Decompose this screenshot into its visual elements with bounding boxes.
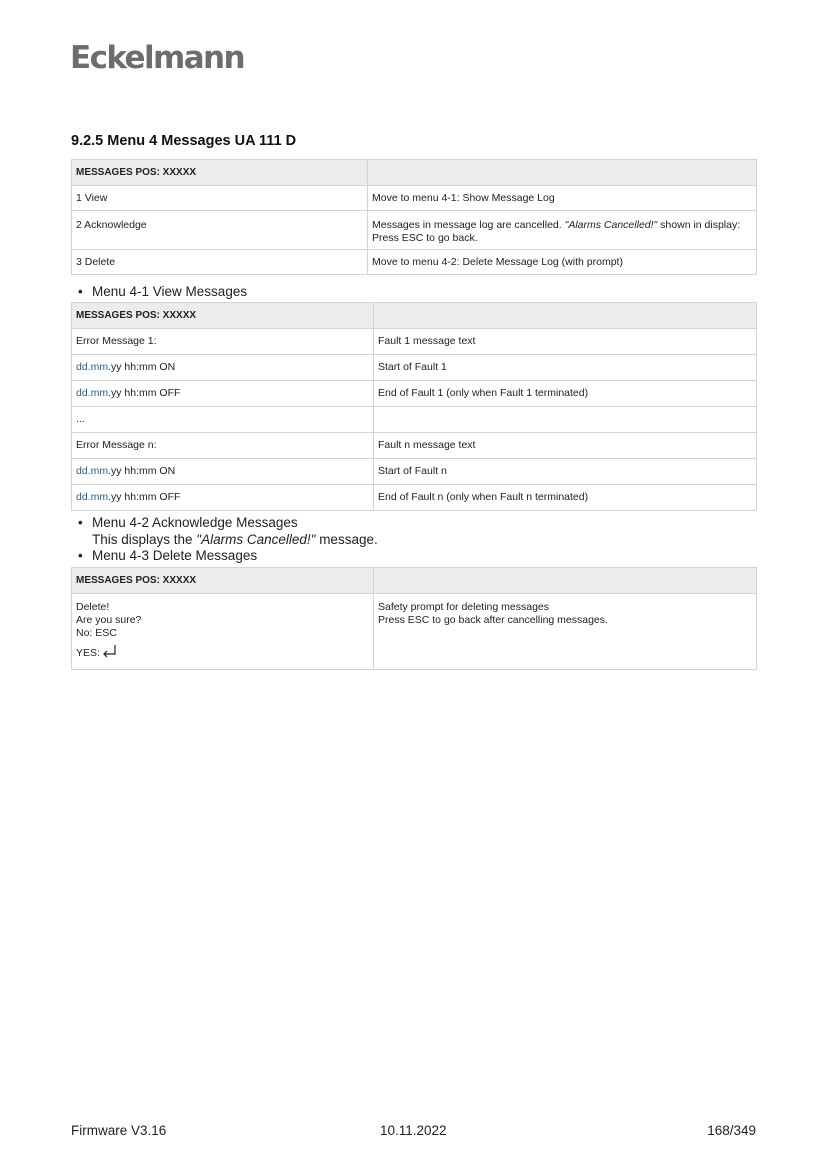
- table-cell: Error Message n:: [72, 433, 374, 459]
- table-cell: [374, 407, 757, 433]
- table-cell: [374, 594, 757, 670]
- description-line: Press ESC to go back after cancelling messages.: [378, 614, 608, 626]
- bullet-text: Menu 4-1 View Messages: [92, 284, 248, 299]
- table-cell: End of Fault n (only when Fault n terminated): [374, 485, 757, 511]
- table-header-cell: [374, 303, 757, 329]
- table-row: [72, 485, 757, 511]
- menu4-table: [71, 159, 757, 275]
- bullet-item: [78, 284, 247, 301]
- bullet-icon: •: [78, 548, 83, 563]
- bullet-text: Menu 4-2 Acknowledge Messages: [92, 515, 298, 530]
- table-cell: [72, 485, 374, 511]
- table-header-cell: MESSAGES POS: XXXXX: [72, 160, 368, 186]
- table-cell: [72, 355, 374, 381]
- table-row: [72, 329, 757, 355]
- footer-page-number: 168/349: [707, 1123, 756, 1138]
- table-cell: Start of Fault 1: [374, 355, 757, 381]
- view-messages-table: [71, 302, 757, 511]
- table-cell: [368, 211, 757, 250]
- table-cell: Move to menu 4-2: Delete Message Log (with prompt): [368, 250, 757, 275]
- table-cell: Fault 1 message text: [374, 329, 757, 355]
- table-row: [72, 381, 757, 407]
- table-row: [72, 211, 757, 250]
- date-placeholder: dd.mm: [76, 361, 109, 373]
- cell-text: .yy hh:mm OFF: [108, 491, 181, 503]
- bullet-subtext: [78, 532, 378, 547]
- table-cell: Move to menu 4-1: Show Message Log: [368, 186, 757, 211]
- table-row: [72, 407, 757, 433]
- cell-text: shown in display: Press ESC to go back.: [372, 219, 741, 244]
- bullet-subtext-emphasis: "Alarms Cancelled!": [196, 531, 316, 547]
- bullet-icon: •: [78, 284, 83, 299]
- table-cell: 2 Acknowledge: [72, 211, 368, 250]
- bullet-icon: •: [78, 515, 83, 530]
- table-cell: 3 Delete: [72, 250, 368, 275]
- delete-messages-table: [71, 567, 757, 670]
- section-heading: 9.2.5 Menu 4 Messages UA 111 D: [71, 133, 297, 149]
- table-header-cell: MESSAGES POS: XXXXX: [72, 303, 374, 329]
- table-row: [72, 459, 757, 485]
- date-placeholder: dd.mm: [76, 465, 109, 477]
- table-cell: [72, 594, 374, 670]
- footer-firmware: Firmware V3.16: [71, 1123, 167, 1138]
- prompt-line-yes: [76, 644, 369, 662]
- cell-text: Messages in message log are cancelled.: [372, 219, 565, 231]
- cell-text: .yy hh:mm OFF: [108, 387, 181, 399]
- table-row: [72, 186, 757, 211]
- table-cell: End of Fault 1 (only when Fault 1 terminated): [374, 381, 757, 407]
- table-row: [72, 250, 757, 275]
- prompt-line: Delete!: [76, 601, 110, 613]
- prompt-line: No: ESC: [76, 627, 117, 639]
- table-cell: 1 View: [72, 186, 368, 211]
- prompt-line: Are you sure?: [76, 614, 142, 626]
- cell-text: .yy hh:mm ON: [108, 361, 176, 373]
- table-cell: ...: [72, 407, 374, 433]
- table-cell: Error Message 1:: [72, 329, 374, 355]
- table-cell: [72, 459, 374, 485]
- prompt-yes-label: YES:: [76, 647, 100, 659]
- bullet-text: Menu 4-3 Delete Messages: [92, 548, 258, 563]
- date-placeholder: dd.mm: [76, 491, 109, 503]
- enter-key-icon: [102, 644, 118, 662]
- table-header-cell: [374, 568, 757, 594]
- bullet-item: [78, 515, 378, 565]
- cell-text: .yy hh:mm ON: [108, 465, 176, 477]
- footer-date: 10.11.2022: [380, 1123, 447, 1138]
- table-header-cell: MESSAGES POS: XXXXX: [72, 568, 374, 594]
- table-header-cell: [368, 160, 757, 186]
- cell-emphasis: "Alarms Cancelled!": [564, 219, 658, 231]
- description-line: Safety prompt for deleting messages: [378, 601, 550, 613]
- table-cell: [72, 381, 374, 407]
- bullet-subtext-part: This displays the: [92, 531, 197, 547]
- table-row: [72, 433, 757, 459]
- date-placeholder: dd.mm: [76, 387, 109, 399]
- table-row: [72, 355, 757, 381]
- table-cell: Start of Fault n: [374, 459, 757, 485]
- table-cell: Fault n message text: [374, 433, 757, 459]
- bullet-subtext-part: message.: [315, 531, 378, 547]
- table-row: [72, 594, 757, 670]
- company-logo: Eckelmann: [70, 40, 244, 76]
